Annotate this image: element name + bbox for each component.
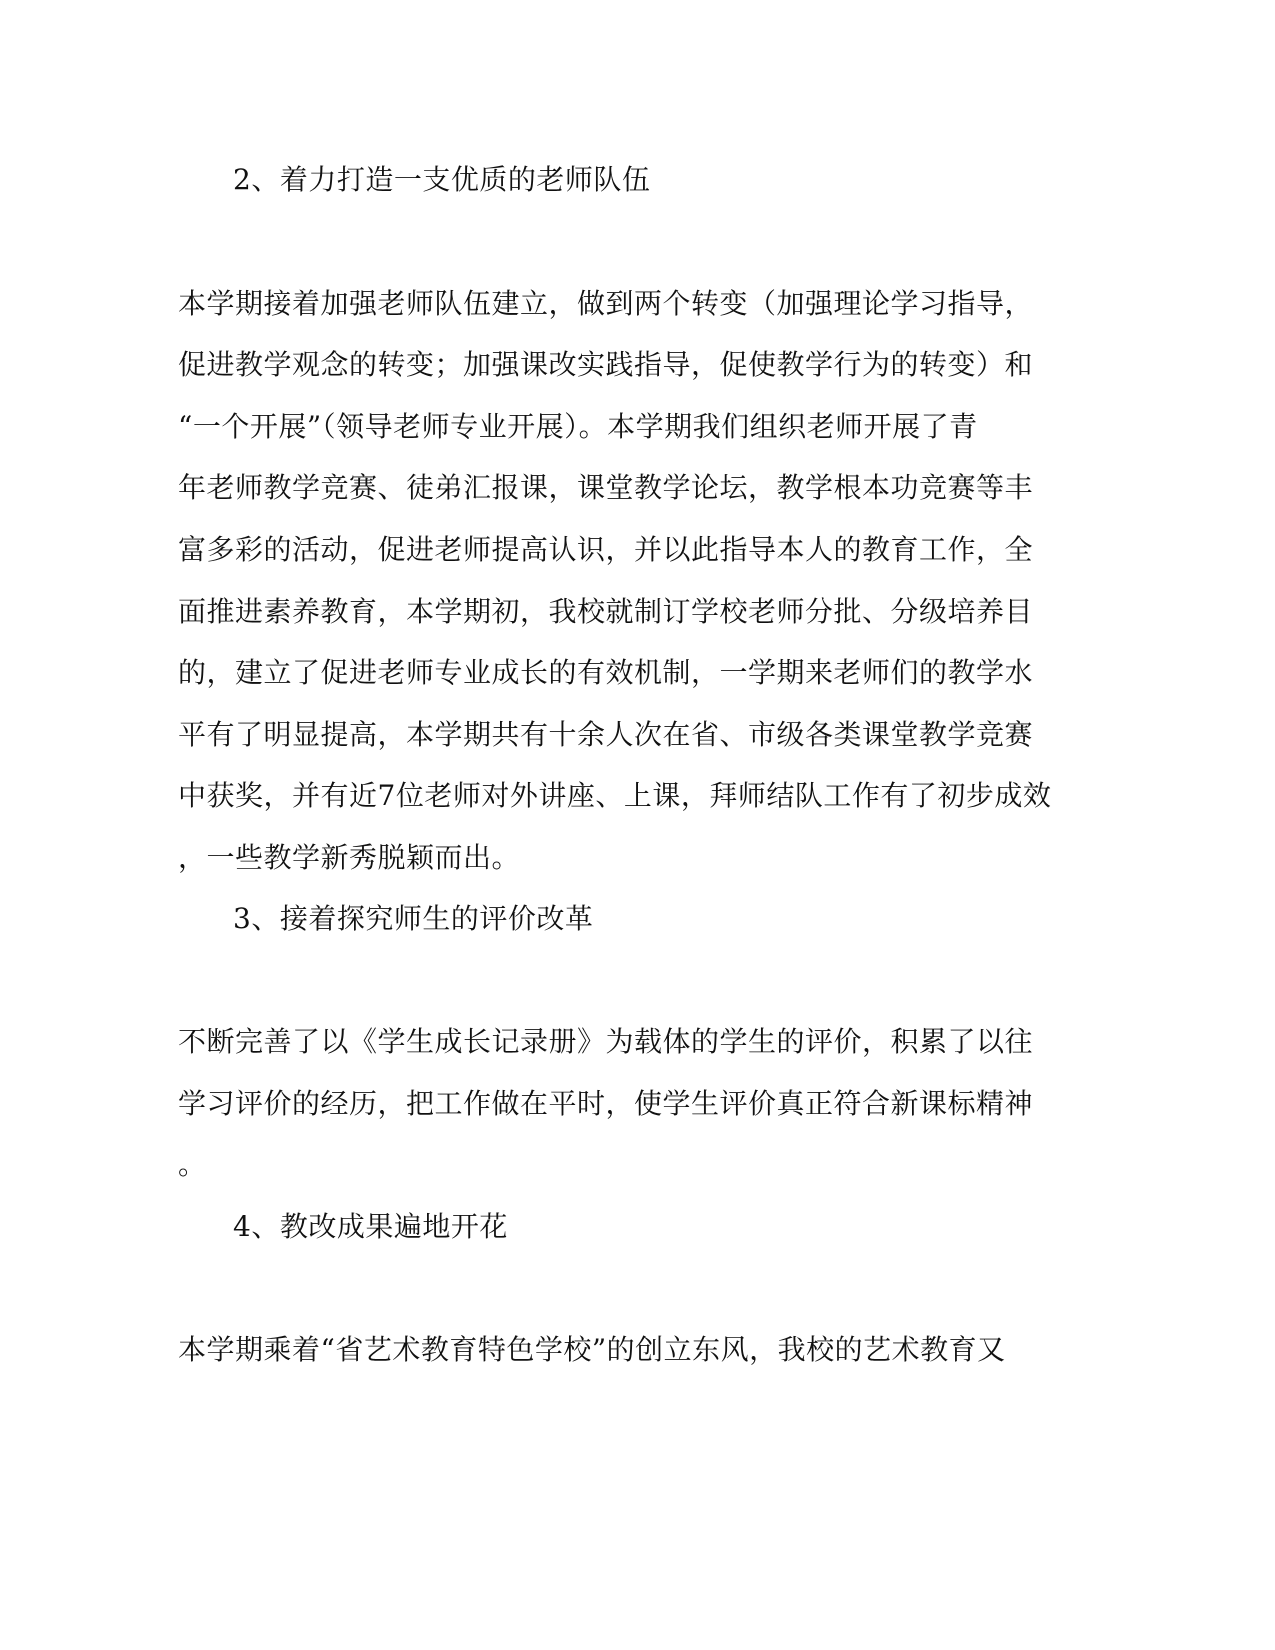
paragraph-line: 年老师教学竞赛、徒弟汇报课，课堂教学论坛，教学根本功竞赛等丰 (178, 471, 1034, 504)
paragraph-line: 本学期接着加强老师队伍建立，做到两个转变（加强理论学习指导， (178, 287, 1034, 320)
paragraph-line: 中获奖，并有近7位老师对外讲座、上课，拜师结队工作有了初步成效 (178, 779, 1052, 812)
paragraph-line: 富多彩的活动，促进老师提高认识，并以此指导本人的教育工作，全 (178, 533, 1034, 566)
paragraph-line: ，一些教学新秀脱颖而出。 (178, 841, 521, 874)
section-heading: 4、教改成果遍地开花 (233, 1210, 508, 1243)
paragraph-line: 学习评价的经历，把工作做在平时，使学生评价真正符合新课标精神 (178, 1087, 1034, 1120)
paragraph-line: 促进教学观念的转变；加强课改实践指导，促使教学行为的转变）和 (178, 348, 1034, 381)
paragraph-line: 本学期乘着“省艺术教育特色学校”的创立东风，我校的艺术教育又 (178, 1333, 1006, 1366)
section-heading: 2、着力打造一支优质的老师队伍 (233, 163, 651, 196)
paragraph-line: 的，建立了促进老师专业成长的有效机制，一学期来老师们的教学水 (178, 656, 1034, 689)
section-heading: 3、接着探究师生的评价改革 (233, 902, 594, 935)
paragraph-line: 不断完善了以《学生成长记录册》为载体的学生的评价，积累了以往 (178, 1025, 1034, 1058)
paragraph-line: “一个开展”（领导老师专业开展）。本学期我们组织老师开展了青 (178, 410, 978, 443)
paragraph-line: 。 (178, 1148, 207, 1181)
paragraph-line: 面推进素养教育，本学期初，我校就制订学校老师分批、分级培养目 (178, 595, 1034, 628)
paragraph-line: 平有了明显提高，本学期共有十余人次在省、市级各类课堂教学竞赛 (178, 718, 1034, 751)
